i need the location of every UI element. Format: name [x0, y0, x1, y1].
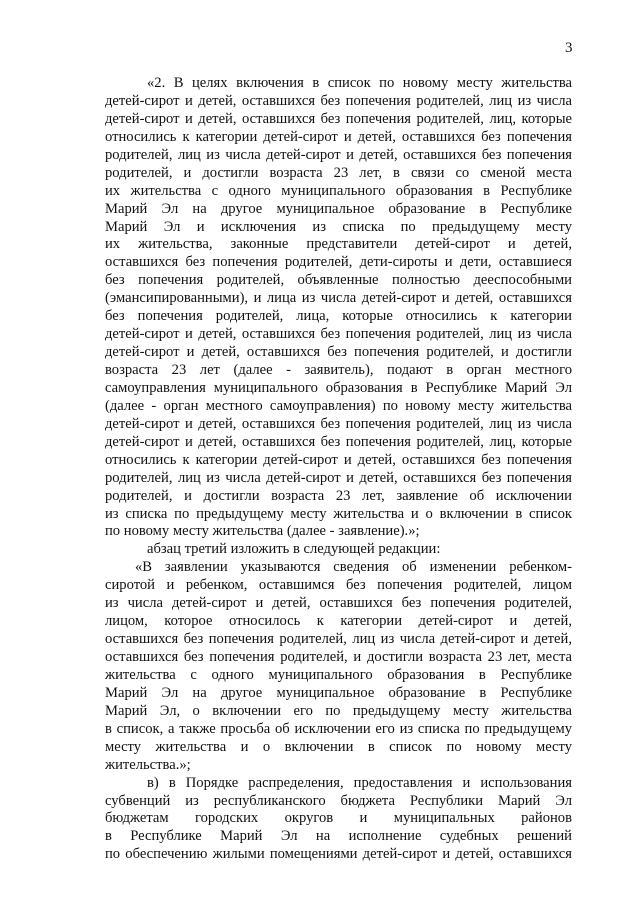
text-line: родителей, лиц из числа детей-сирот и детей, оставшихся без попечения — [105, 146, 572, 163]
text-line: Марий Эл на другое муниципальное образование в Республике — [105, 200, 572, 217]
text-line: детей-сирот и детей, оставшихся без попечения родителей, лиц, которые — [105, 110, 572, 127]
text-line: «2. В целях включения в список по новому месту жительства — [147, 75, 572, 91]
text-line: «В заявлении указываются сведения об изменении ребенком- — [135, 559, 572, 576]
text-line: детей-сирот и детей, оставшихся без попечения родителей, лиц из числа — [105, 92, 572, 109]
text-line: сиротой и ребенком, оставшимся без попечения родителей, лицом — [105, 577, 572, 594]
page-number: 3 — [565, 40, 573, 56]
text-line: жительства с одного муниципального образования в Республике — [105, 666, 572, 683]
text-line: в Республике Марий Эл на исполнение судебных решений — [105, 828, 572, 845]
text-line: родителей, и достигли возраста 23 лет, в связи со сменой места — [105, 164, 572, 181]
text-line: (далее - орган местного самоуправления) по новому месту жительства — [105, 397, 572, 414]
text-line: бюджетам городских округов и муниципальных районов — [105, 810, 572, 827]
text-line: оставшихся без попечения родителей, и достигли возраста 23 лет, места — [105, 649, 572, 665]
paragraph — [105, 559, 572, 774]
text-line: в список, а также просьба об исключении его из списка по предыдущему — [105, 720, 572, 737]
text-line: оставшихся без попечения родителей, лиц из числа детей-сирот и детей, — [105, 631, 572, 648]
text-line: без попечения родителей, объявленные полностью дееспособными — [105, 272, 572, 289]
text-line: Марий Эл, о включении его по предыдущему месту жительства — [105, 702, 572, 719]
text-line: их жительства с одного муниципального образования в Республике — [105, 182, 572, 199]
text-line: месту жительства и о включении в список по новому месту — [105, 738, 572, 755]
text-line: Марий Эл и исключения из списка по предыдущему месту — [105, 218, 572, 235]
text-line: по обеспечению жилыми помещениями детей-сирот и детей, оставшихся — [105, 846, 572, 863]
paragraph — [105, 775, 572, 865]
text-line: детей-сирот и детей, оставшихся без попечения родителей, и достигли — [105, 344, 572, 361]
text-line: самоуправления муниципального образования в Республике Марий Эл — [105, 379, 572, 396]
text-line: лицом, которое относилось к категории детей-сирот и детей, — [105, 613, 572, 630]
text-line: по новому месту жительства (далее - заявление).»; — [105, 523, 420, 540]
text-line: детей-сирот и детей, оставшихся без попечения родителей, лиц из числа — [105, 326, 572, 343]
text-line: родителей, и достигли возраста 23 лет, заявление об исключении — [105, 487, 572, 504]
text-line: из числа детей-сирот и детей, оставшихся без попечения родителей, — [105, 595, 572, 612]
text-line: абзац третий изложить в следующей редакции: — [147, 541, 441, 558]
text-line: возраста 23 лет (далее - заявитель), подают в орган местного — [105, 362, 572, 378]
text-line: (эмансипированными), и лица из числа детей-сирот и детей, оставшихся — [105, 290, 572, 307]
text-line: их жительства, законные представители детей-сирот и детей, — [105, 236, 572, 253]
text-line: относились к категории детей-сирот и детей, оставшихся без попечения — [105, 128, 572, 145]
document-body — [105, 75, 572, 864]
text-line: родителей, лиц из числа детей-сирот и детей, оставшихся без попечения — [105, 469, 572, 486]
text-line: в) в Порядке распределения, предоставления и использования — [147, 774, 572, 791]
text-line: детей-сирот и детей, оставшихся без попечения родителей, лиц из числа — [105, 415, 572, 432]
text-line: из списка по предыдущему месту жительства и о включении в список — [105, 505, 572, 522]
paragraph — [105, 75, 572, 541]
text-line: относились к категории детей-сирот и детей, оставшихся без попечения — [105, 451, 572, 468]
text-line: детей-сирот и детей, оставшихся без попечения родителей, лиц, которые — [105, 433, 572, 450]
text-line: оставшихся без попечения родителей, дети-сироты и дети, оставшиеся — [105, 254, 572, 271]
text-line: субвенций из республиканского бюджета Республики Марий Эл — [105, 792, 572, 809]
text-line: без попечения родителей, лица, которые относились к категории — [105, 308, 572, 325]
paragraph — [105, 541, 572, 559]
text-line: Марий Эл на другое муниципальное образование в Республике — [105, 684, 572, 701]
text-line: жительства.»; — [105, 756, 191, 773]
